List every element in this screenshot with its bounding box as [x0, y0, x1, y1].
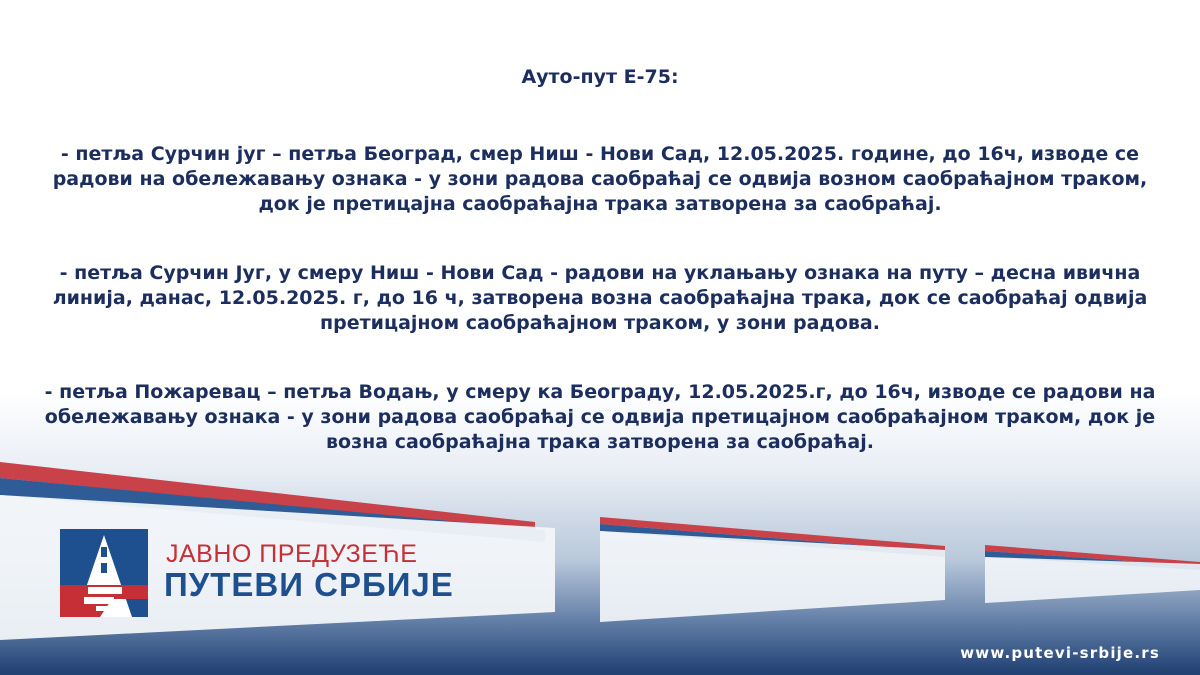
heading: Ауто-пут Е-75: [521, 66, 679, 88]
notice-paragraph-3: - петља Пожаревац – петља Водањ, у смеру ка Београду, 12.05.2025.г, до 16ч, изводе се радови на обележавању ознака - у зони радова саобраћај се одвија претицајном саобраћајном траком, док је возна саобраћајна трака затворена за саобраћај. [44, 381, 1156, 453]
notice-paragraph-2: - петља Сурчин Југ, у смеру Ниш - Нови Сад - радови на уклањању ознака на путу – десна ивична линија, данас, 12.05.2025. г, до 16 ч, затворена возна саобраћајна трака, док се саобраћај одвија претицајном саобраћајном траком, у зони радова. [52, 262, 1148, 334]
road-logo-icon [60, 529, 148, 617]
website-link[interactable]: www.putevi-srbije.rs [960, 644, 1160, 662]
logo-subtitle: ЈАВНО ПРЕДУЗЕЋЕ [166, 540, 418, 568]
notice-paragraph-1: - петља Сурчин југ – петља Београд, смер Ниш - Нови Сад, 12.05.2025. године, до 16ч, изводе се радови на обележавању ознака - у зони радова саобраћај се одвија возном саобраћајном траком, док је претицајна саобраћајна трака затворена за саобраћај. [52, 143, 1148, 215]
logo-title: ПУТЕВИ СРБИЈЕ [164, 566, 454, 603]
